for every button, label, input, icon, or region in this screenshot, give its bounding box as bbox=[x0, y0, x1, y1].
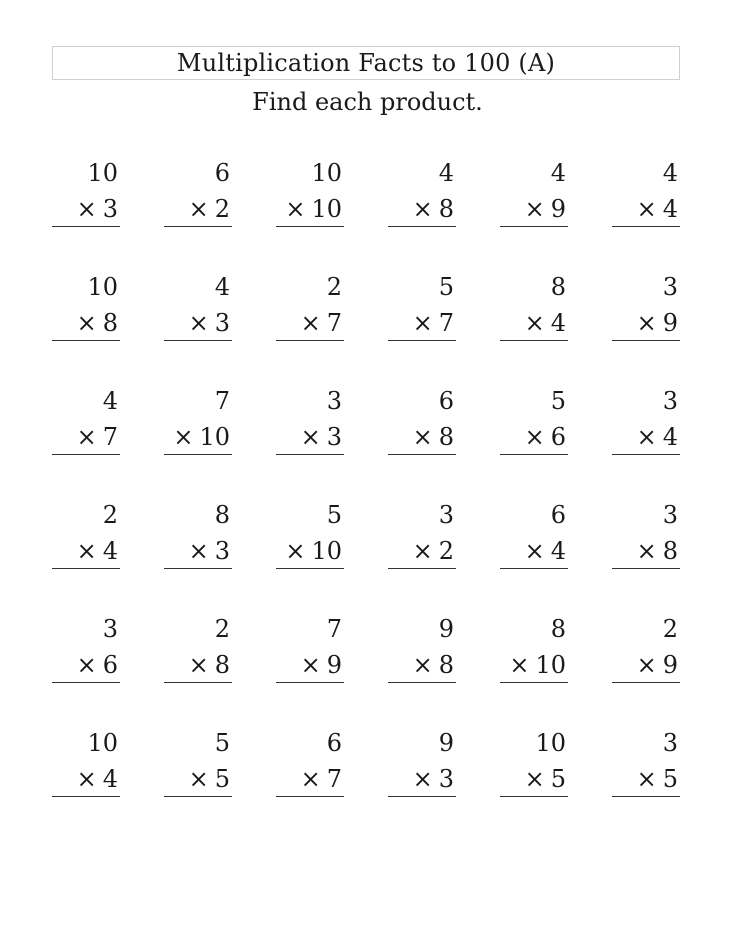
answer-line bbox=[276, 340, 344, 341]
answer-line bbox=[500, 226, 568, 227]
problem-6-4 bbox=[388, 726, 456, 800]
answer-line bbox=[612, 682, 680, 683]
answer-line bbox=[276, 454, 344, 455]
times-sign: × bbox=[524, 195, 545, 223]
multiplier: 8 bbox=[438, 423, 454, 451]
times-sign: × bbox=[636, 651, 657, 679]
multiplier-row bbox=[637, 762, 678, 796]
multiplier: 9 bbox=[326, 651, 342, 679]
multiplier-row bbox=[637, 306, 678, 340]
problem-5-2 bbox=[164, 612, 232, 686]
answer-line bbox=[52, 454, 120, 455]
answer-line bbox=[388, 568, 456, 569]
problem-3-4 bbox=[388, 384, 456, 458]
times-sign: × bbox=[524, 309, 545, 337]
multiplicand: 10 bbox=[311, 159, 342, 187]
problem-4-2 bbox=[164, 498, 232, 572]
times-sign: × bbox=[300, 765, 321, 793]
problem-5-3 bbox=[276, 612, 344, 686]
problem-5-5 bbox=[500, 612, 568, 686]
multiplier: 9 bbox=[662, 651, 678, 679]
problem-2-2 bbox=[164, 270, 232, 344]
multiplier: 8 bbox=[214, 651, 230, 679]
multiplicand: 4 bbox=[214, 273, 230, 301]
problem-3-1 bbox=[52, 384, 120, 458]
multiplicand: 3 bbox=[662, 273, 678, 301]
problem-3-6 bbox=[612, 384, 680, 458]
problem-1-2 bbox=[164, 156, 232, 230]
multiplier-row bbox=[77, 420, 118, 454]
multiplicand: 2 bbox=[326, 273, 342, 301]
multiplier-row bbox=[413, 420, 454, 454]
answer-line bbox=[388, 454, 456, 455]
multiplier: 10 bbox=[535, 651, 566, 679]
multiplier: 5 bbox=[550, 765, 566, 793]
multiplier-row bbox=[637, 192, 678, 226]
problem-1-3 bbox=[276, 156, 344, 230]
multiplier: 10 bbox=[311, 537, 342, 565]
multiplier: 3 bbox=[102, 195, 118, 223]
problem-4-3 bbox=[276, 498, 344, 572]
answer-line bbox=[52, 226, 120, 227]
times-sign: × bbox=[300, 309, 321, 337]
multiplier-row bbox=[413, 192, 454, 226]
multiplier: 4 bbox=[662, 423, 678, 451]
answer-line bbox=[276, 568, 344, 569]
times-sign: × bbox=[636, 309, 657, 337]
problem-5-1 bbox=[52, 612, 120, 686]
times-sign: × bbox=[524, 537, 545, 565]
answer-line bbox=[500, 568, 568, 569]
times-sign: × bbox=[76, 537, 97, 565]
multiplier: 2 bbox=[214, 195, 230, 223]
problem-6-6 bbox=[612, 726, 680, 800]
answer-line bbox=[500, 340, 568, 341]
times-sign: × bbox=[285, 537, 306, 565]
times-sign: × bbox=[636, 423, 657, 451]
answer-line bbox=[500, 796, 568, 797]
multiplier: 8 bbox=[662, 537, 678, 565]
times-sign: × bbox=[412, 765, 433, 793]
multiplier: 2 bbox=[438, 537, 454, 565]
problem-1-1 bbox=[52, 156, 120, 230]
multiplier-row bbox=[413, 306, 454, 340]
multiplicand: 3 bbox=[102, 615, 118, 643]
multiplier: 3 bbox=[438, 765, 454, 793]
problem-2-5 bbox=[500, 270, 568, 344]
problem-2-3 bbox=[276, 270, 344, 344]
multiplicand: 6 bbox=[438, 387, 454, 415]
multiplier: 4 bbox=[550, 537, 566, 565]
answer-line bbox=[388, 682, 456, 683]
answer-line bbox=[52, 796, 120, 797]
multiplicand: 10 bbox=[87, 273, 118, 301]
problem-3-2 bbox=[164, 384, 232, 458]
multiplier-row bbox=[413, 762, 454, 796]
problem-4-6 bbox=[612, 498, 680, 572]
times-sign: × bbox=[188, 765, 209, 793]
answer-line bbox=[164, 340, 232, 341]
multiplicand: 3 bbox=[662, 501, 678, 529]
multiplicand: 10 bbox=[535, 729, 566, 757]
multiplier-row bbox=[301, 420, 342, 454]
multiplicand: 4 bbox=[662, 159, 678, 187]
problem-grid bbox=[52, 156, 680, 800]
multiplier: 4 bbox=[662, 195, 678, 223]
multiplier-row bbox=[637, 420, 678, 454]
problem-2-1 bbox=[52, 270, 120, 344]
times-sign: × bbox=[524, 765, 545, 793]
multiplier-row bbox=[525, 192, 566, 226]
multiplicand: 2 bbox=[662, 615, 678, 643]
multiplier: 8 bbox=[102, 309, 118, 337]
multiplier-row bbox=[77, 648, 118, 682]
multiplier-row bbox=[173, 420, 230, 454]
times-sign: × bbox=[188, 651, 209, 679]
multiplier: 4 bbox=[102, 537, 118, 565]
answer-line bbox=[388, 226, 456, 227]
answer-line bbox=[500, 682, 568, 683]
answer-line bbox=[500, 454, 568, 455]
times-sign: × bbox=[636, 765, 657, 793]
multiplier-row bbox=[77, 534, 118, 568]
multiplier-row bbox=[285, 534, 342, 568]
multiplicand: 6 bbox=[214, 159, 230, 187]
problem-6-5 bbox=[500, 726, 568, 800]
multiplicand: 8 bbox=[550, 615, 566, 643]
answer-line bbox=[164, 454, 232, 455]
times-sign: × bbox=[188, 537, 209, 565]
times-sign: × bbox=[300, 651, 321, 679]
multiplier-row bbox=[301, 648, 342, 682]
multiplier: 7 bbox=[326, 765, 342, 793]
multiplier: 5 bbox=[662, 765, 678, 793]
problem-2-6 bbox=[612, 270, 680, 344]
multiplier: 9 bbox=[550, 195, 566, 223]
multiplicand: 3 bbox=[662, 387, 678, 415]
answer-line bbox=[164, 796, 232, 797]
answer-line bbox=[388, 340, 456, 341]
multiplicand: 6 bbox=[326, 729, 342, 757]
multiplier-row bbox=[413, 534, 454, 568]
worksheet-instructions: Find each product. bbox=[252, 88, 483, 116]
times-sign: × bbox=[509, 651, 530, 679]
multiplier-row bbox=[189, 648, 230, 682]
multiplier: 9 bbox=[662, 309, 678, 337]
multiplicand: 7 bbox=[326, 615, 342, 643]
title-box bbox=[52, 46, 680, 80]
multiplicand: 9 bbox=[438, 615, 454, 643]
multiplicand: 8 bbox=[214, 501, 230, 529]
times-sign: × bbox=[76, 423, 97, 451]
problem-4-1 bbox=[52, 498, 120, 572]
answer-line bbox=[612, 340, 680, 341]
problem-6-2 bbox=[164, 726, 232, 800]
problem-1-5 bbox=[500, 156, 568, 230]
multiplier-row bbox=[77, 762, 118, 796]
multiplicand: 7 bbox=[214, 387, 230, 415]
answer-line bbox=[612, 454, 680, 455]
multiplier-row bbox=[637, 648, 678, 682]
times-sign: × bbox=[188, 195, 209, 223]
answer-line bbox=[612, 796, 680, 797]
multiplier: 3 bbox=[214, 537, 230, 565]
multiplier: 4 bbox=[102, 765, 118, 793]
multiplier-row bbox=[189, 534, 230, 568]
answer-line bbox=[52, 568, 120, 569]
times-sign: × bbox=[412, 309, 433, 337]
multiplier: 3 bbox=[214, 309, 230, 337]
multiplicand: 3 bbox=[326, 387, 342, 415]
multiplicand: 5 bbox=[438, 273, 454, 301]
times-sign: × bbox=[412, 195, 433, 223]
times-sign: × bbox=[76, 765, 97, 793]
times-sign: × bbox=[412, 423, 433, 451]
multiplicand: 5 bbox=[550, 387, 566, 415]
multiplier: 8 bbox=[438, 195, 454, 223]
multiplicand: 9 bbox=[438, 729, 454, 757]
answer-line bbox=[276, 226, 344, 227]
times-sign: × bbox=[636, 537, 657, 565]
multiplicand: 2 bbox=[214, 615, 230, 643]
multiplicand: 6 bbox=[550, 501, 566, 529]
times-sign: × bbox=[285, 195, 306, 223]
multiplier-row bbox=[285, 192, 342, 226]
answer-line bbox=[388, 796, 456, 797]
multiplier-row bbox=[301, 306, 342, 340]
multiplicand: 4 bbox=[550, 159, 566, 187]
problem-4-5 bbox=[500, 498, 568, 572]
multiplicand: 3 bbox=[662, 729, 678, 757]
multiplier: 7 bbox=[102, 423, 118, 451]
times-sign: × bbox=[524, 423, 545, 451]
multiplier-row bbox=[525, 306, 566, 340]
problem-6-3 bbox=[276, 726, 344, 800]
answer-line bbox=[276, 682, 344, 683]
answer-line bbox=[612, 226, 680, 227]
multiplier: 10 bbox=[199, 423, 230, 451]
problem-3-5 bbox=[500, 384, 568, 458]
multiplier-row bbox=[637, 534, 678, 568]
multiplier-row bbox=[509, 648, 566, 682]
times-sign: × bbox=[173, 423, 194, 451]
worksheet-title: Multiplication Facts to 100 (A) bbox=[176, 49, 556, 77]
multiplicand: 8 bbox=[550, 273, 566, 301]
answer-line bbox=[164, 226, 232, 227]
multiplier: 4 bbox=[550, 309, 566, 337]
multiplier-row bbox=[77, 306, 118, 340]
multiplicand: 4 bbox=[438, 159, 454, 187]
times-sign: × bbox=[412, 537, 433, 565]
multiplicand: 5 bbox=[214, 729, 230, 757]
multiplier-row bbox=[189, 192, 230, 226]
multiplier-row bbox=[77, 192, 118, 226]
multiplier-row bbox=[525, 420, 566, 454]
problem-1-4 bbox=[388, 156, 456, 230]
multiplier: 6 bbox=[550, 423, 566, 451]
answer-line bbox=[52, 340, 120, 341]
answer-line bbox=[612, 568, 680, 569]
times-sign: × bbox=[188, 309, 209, 337]
multiplier-row bbox=[525, 762, 566, 796]
times-sign: × bbox=[76, 195, 97, 223]
multiplicand: 5 bbox=[326, 501, 342, 529]
problem-6-1 bbox=[52, 726, 120, 800]
multiplier-row bbox=[189, 306, 230, 340]
multiplier: 3 bbox=[326, 423, 342, 451]
answer-line bbox=[164, 568, 232, 569]
times-sign: × bbox=[76, 309, 97, 337]
multiplier: 7 bbox=[438, 309, 454, 337]
multiplicand: 2 bbox=[102, 501, 118, 529]
problem-5-6 bbox=[612, 612, 680, 686]
multiplier-row bbox=[301, 762, 342, 796]
multiplier: 10 bbox=[311, 195, 342, 223]
multiplier: 8 bbox=[438, 651, 454, 679]
problem-2-4 bbox=[388, 270, 456, 344]
problem-1-6 bbox=[612, 156, 680, 230]
times-sign: × bbox=[76, 651, 97, 679]
times-sign: × bbox=[300, 423, 321, 451]
multiplicand: 4 bbox=[102, 387, 118, 415]
problem-5-4 bbox=[388, 612, 456, 686]
answer-line bbox=[276, 796, 344, 797]
times-sign: × bbox=[636, 195, 657, 223]
multiplier-row bbox=[413, 648, 454, 682]
multiplicand: 3 bbox=[438, 501, 454, 529]
multiplier: 5 bbox=[214, 765, 230, 793]
multiplicand: 10 bbox=[87, 159, 118, 187]
problem-3-3 bbox=[276, 384, 344, 458]
multiplier: 7 bbox=[326, 309, 342, 337]
multiplier-row bbox=[189, 762, 230, 796]
answer-line bbox=[52, 682, 120, 683]
answer-line bbox=[164, 682, 232, 683]
problem-4-4 bbox=[388, 498, 456, 572]
multiplicand: 10 bbox=[87, 729, 118, 757]
multiplier: 6 bbox=[102, 651, 118, 679]
times-sign: × bbox=[412, 651, 433, 679]
multiplier-row bbox=[525, 534, 566, 568]
